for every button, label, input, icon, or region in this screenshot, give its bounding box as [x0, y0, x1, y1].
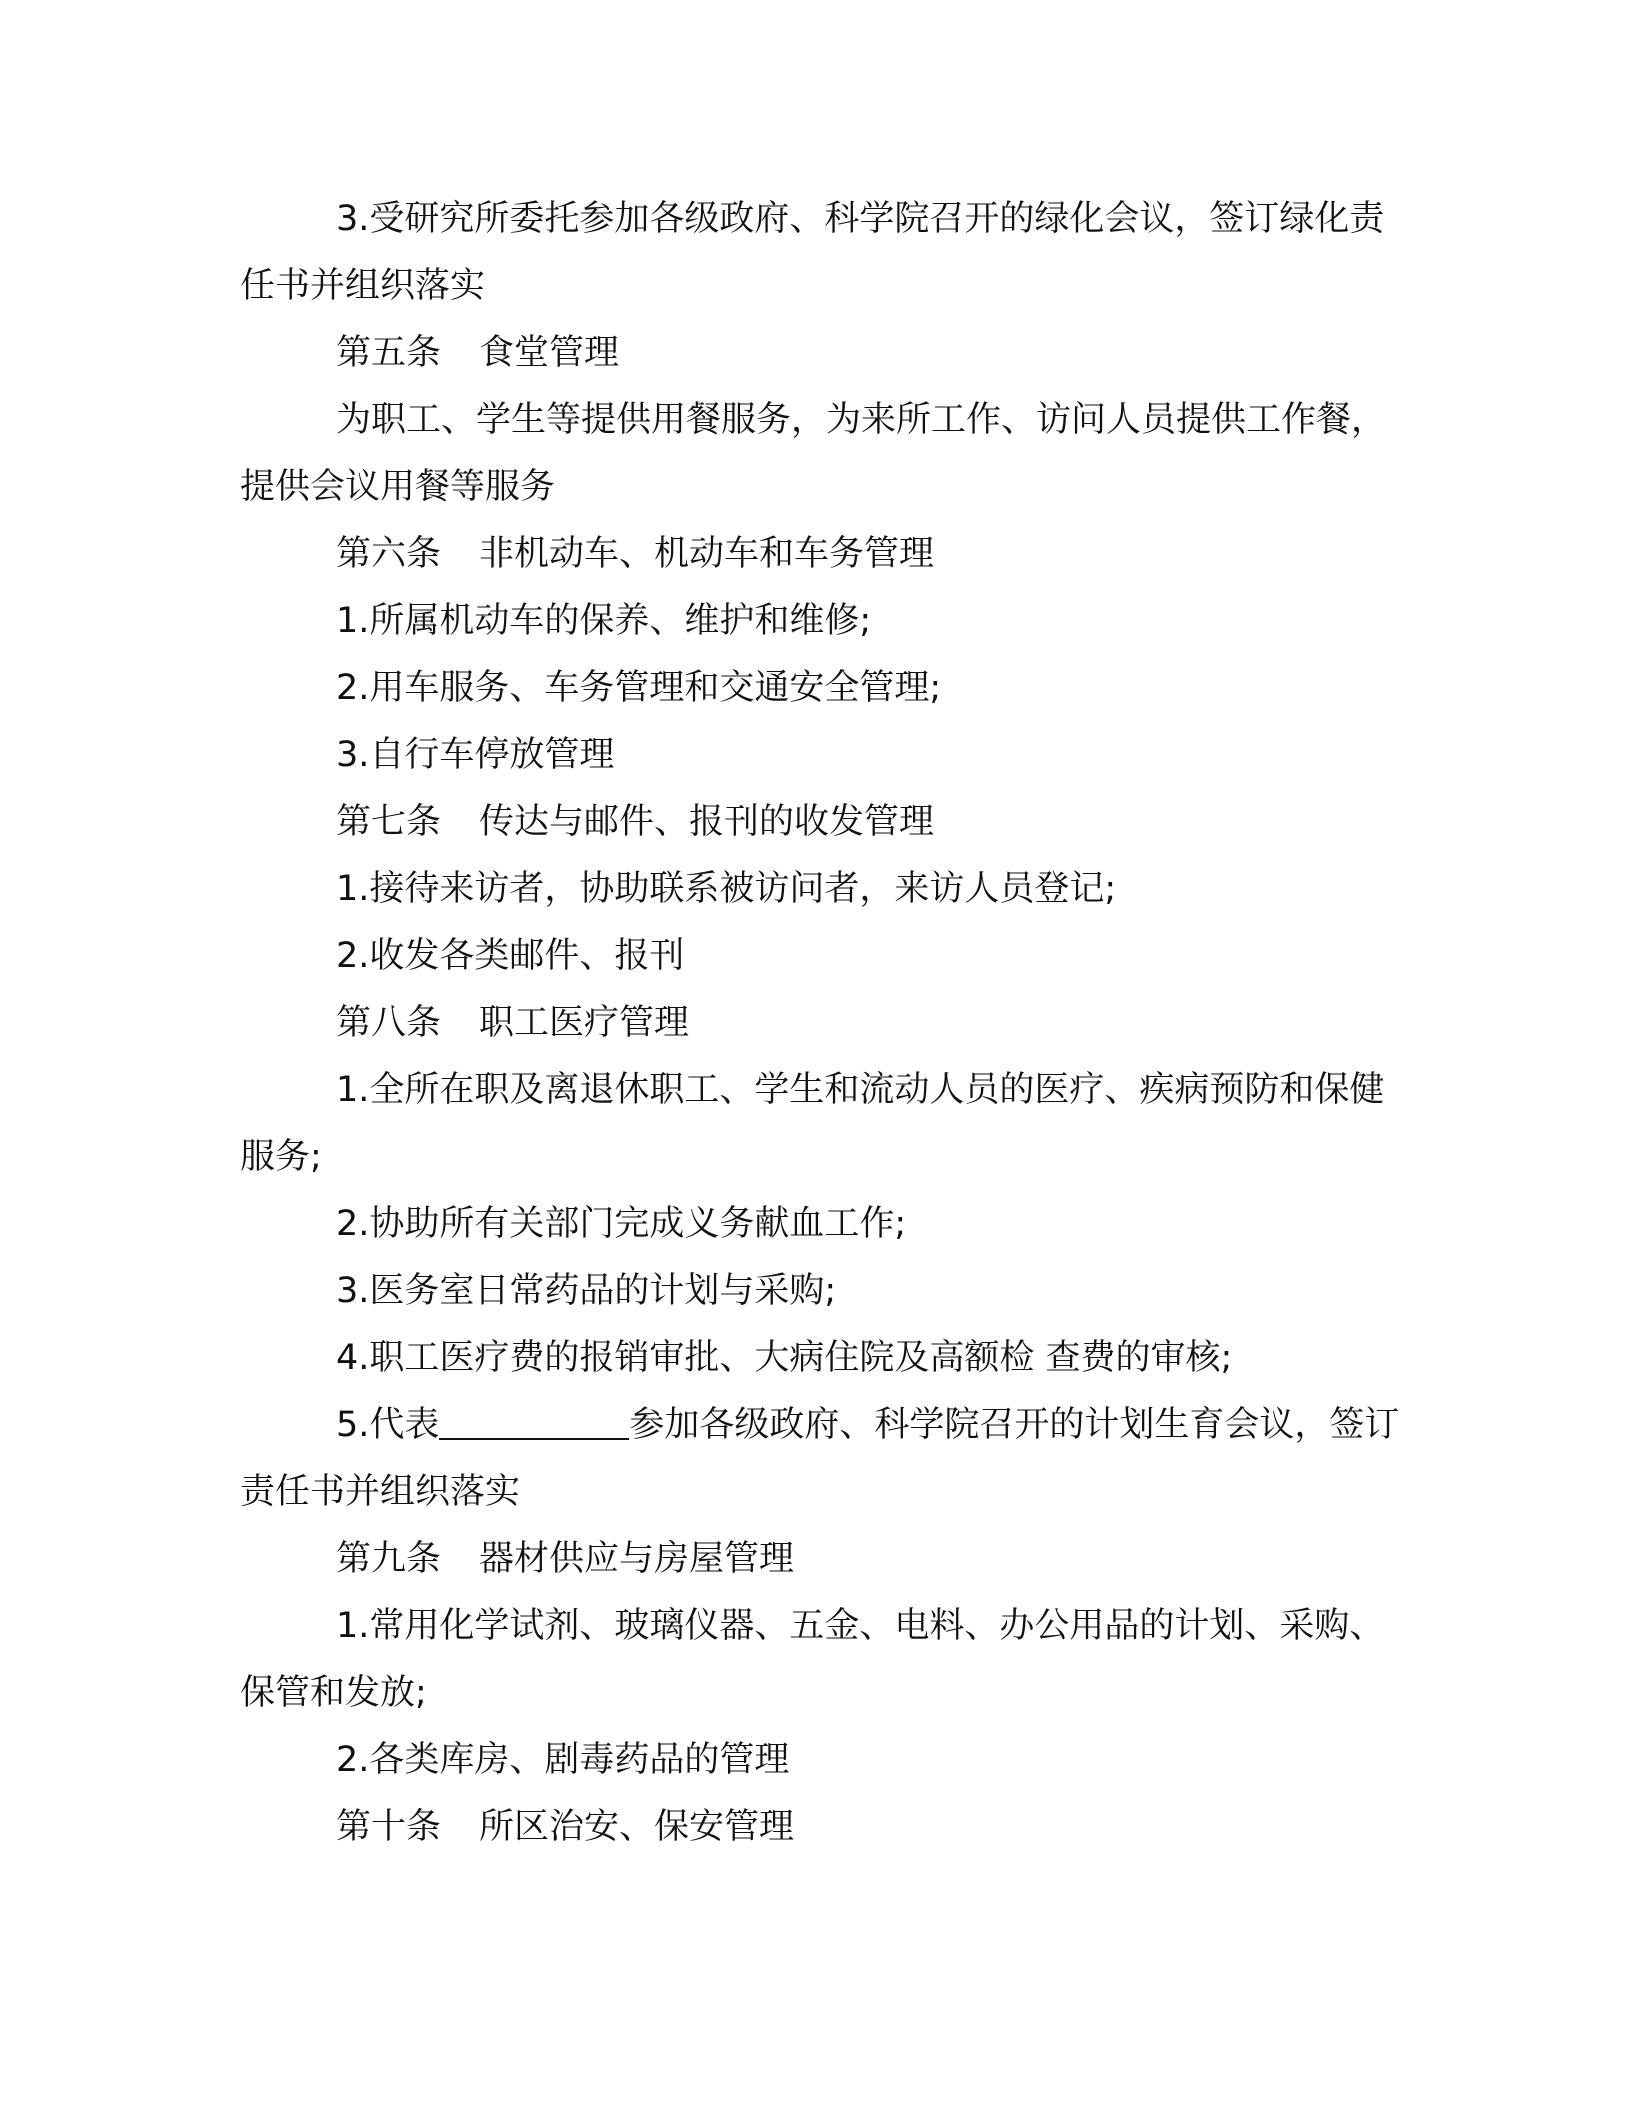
- article-heading: [240, 1526, 1400, 1593]
- article-title: 食堂管理: [479, 333, 620, 373]
- article-title: 所区治安、保安管理: [479, 1807, 795, 1847]
- article-number: 第六条: [336, 534, 442, 574]
- article-number: 第十条: [336, 1807, 442, 1847]
- list-item-text-after: 参加各级政府、科学院召开的计划生育会议，签订责任书并组织落实: [240, 1405, 1400, 1512]
- article-title: 器材供应与房屋管理: [479, 1539, 795, 1579]
- list-item: 2.各类库房、剧毒药品的管理: [336, 1740, 790, 1780]
- list-item: 3.医务室日常药品的计划与采购;: [336, 1271, 837, 1311]
- article-heading: [240, 1794, 1400, 1861]
- list-item: [240, 1392, 1400, 1526]
- article-heading: [240, 320, 1400, 387]
- fill-in-blank: [439, 1408, 629, 1440]
- list-item: 1.接待来访者，协助联系被访问者，来访人员登记;: [336, 869, 1117, 909]
- article-heading: [240, 789, 1400, 856]
- list-item: 1.所属机动车的保养、维护和维修;: [336, 601, 872, 641]
- article-number: 第八条: [336, 1003, 442, 1043]
- document-body: [240, 186, 1400, 1861]
- article-title: 传达与邮件、报刊的收发管理: [479, 802, 935, 842]
- article-number: 第九条: [336, 1539, 442, 1579]
- paragraph: 为职工、学生等提供用餐服务，为来所工作、访问人员提供工作餐，提供会议用餐等服务: [240, 400, 1387, 507]
- list-item: 4.职工医疗费的报销审批、大病住院及高额检 查费的审核;: [336, 1338, 1233, 1378]
- article-title: 职工医疗管理: [479, 1003, 690, 1043]
- list-item-text-before: 5.代表: [336, 1405, 440, 1445]
- list-item: 1.常用化学试剂、玻璃仪器、五金、电料、办公用品的计划、采购、保管和发放;: [240, 1606, 1385, 1713]
- list-item: 2.收发各类邮件、报刊: [336, 936, 685, 976]
- list-item: 1.全所在职及离退休职工、学生和流动人员的医疗、疾病预防和保健服务;: [240, 1070, 1385, 1177]
- list-item: 2.协助所有关部门完成义务献血工作;: [336, 1204, 907, 1244]
- list-item: 2.用车服务、车务管理和交通安全管理;: [336, 668, 942, 708]
- article-heading: [240, 990, 1400, 1057]
- paragraph: 3.受研究所委托参加各级政府、科学院召开的绿化会议，签订绿化责任书并组织落实: [240, 199, 1385, 306]
- article-title: 非机动车、机动车和车务管理: [479, 534, 935, 574]
- article-number: 第五条: [336, 333, 442, 373]
- article-heading: [240, 521, 1400, 588]
- article-number: 第七条: [336, 802, 442, 842]
- list-item: 3.自行车停放管理: [336, 735, 615, 775]
